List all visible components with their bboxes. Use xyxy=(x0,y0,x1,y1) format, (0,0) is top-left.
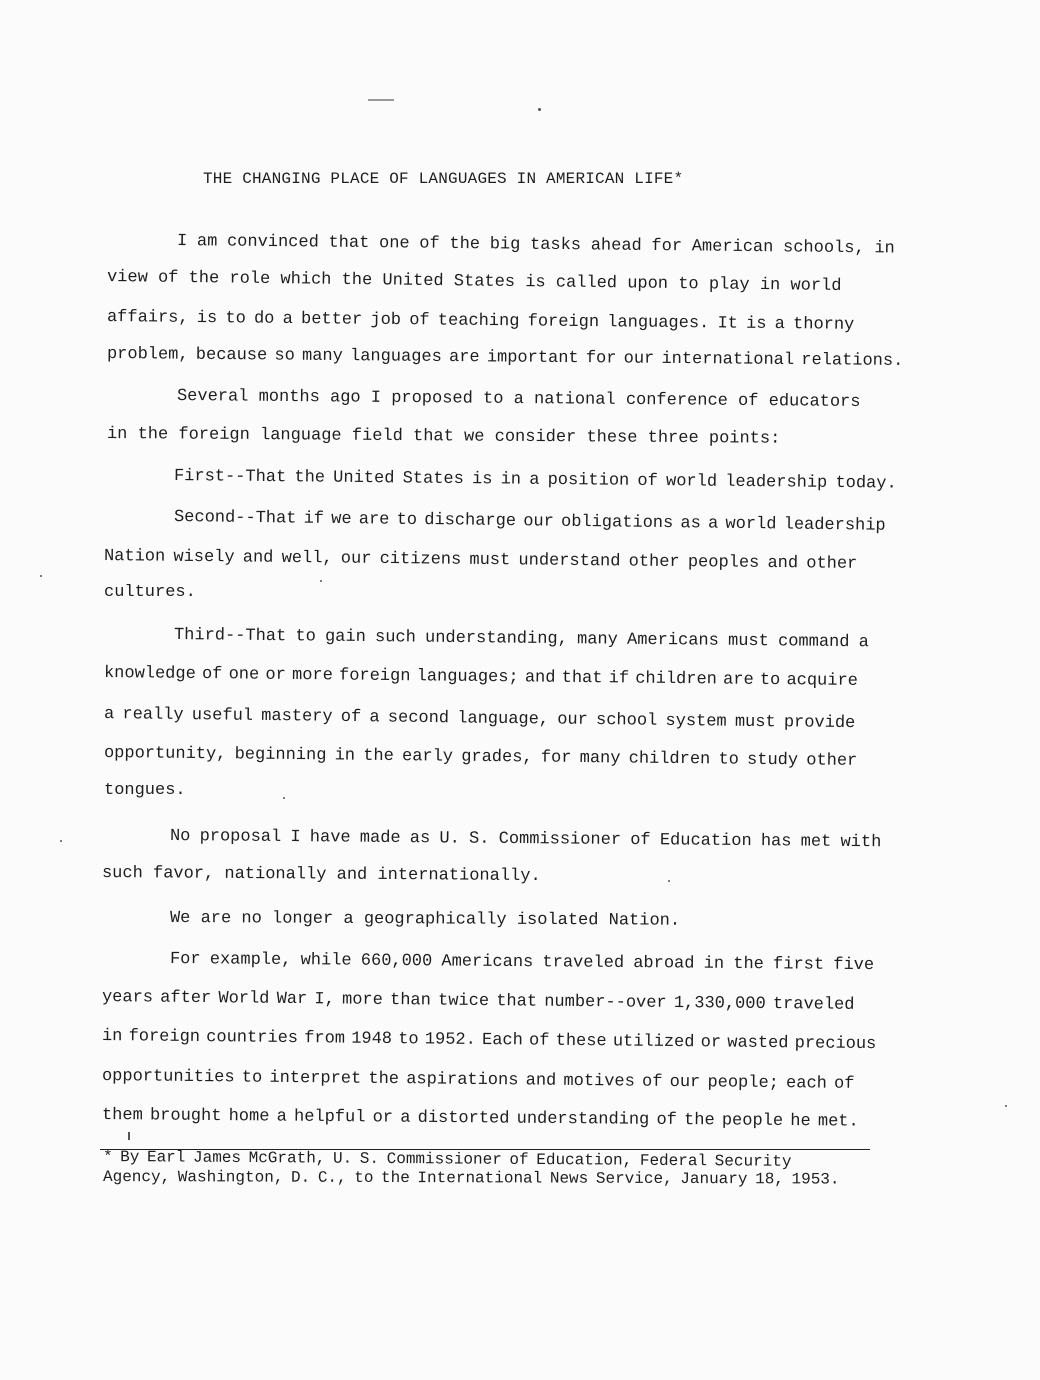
scan-speck xyxy=(1005,1105,1007,1107)
text-line: such favor, nationally and internationally. xyxy=(101,864,541,887)
text-line: years after World War I, more than twice that number--over 1,330,000 traveled xyxy=(101,988,855,1015)
scan-speck xyxy=(128,1132,130,1140)
text-line: Nation wisely and well, our citizens must understand other peoples and other xyxy=(103,547,858,574)
scan-speck xyxy=(538,108,541,111)
text-line: cultures. xyxy=(104,583,196,602)
text-line: We are no longer a geographically isolated Nation. xyxy=(169,909,681,931)
text-line: Several months ago I proposed to a national conference of educators xyxy=(176,387,861,412)
text-line: affairs, is to do a better job of teaching foreign languages. It is a thorny xyxy=(106,308,855,335)
scan-speck xyxy=(668,880,670,882)
text-line: For example, while 660,000 Americans traveled abroad in the first five xyxy=(169,950,875,976)
footnote-line: * By Earl James McGrath, U. S. Commissioner of Education, Federal Security xyxy=(102,1148,792,1171)
text-line: in the foreign language field that we consider these three points: xyxy=(106,425,781,449)
text-line: a really useful mastery of a second language, our school system must provide xyxy=(103,705,856,734)
text-line: them brought home a helpful or a distorted understanding of the people he met. xyxy=(101,1106,859,1132)
text-line: tongues. xyxy=(104,781,186,800)
text-line: I am convinced that one of the big tasks ahead for American schools, in xyxy=(176,232,895,259)
text-line: opportunities to interpret the aspirations and motives of our people; each of xyxy=(101,1067,855,1094)
text-line: in foreign countries from 1948 to 1952. Each of these utilized or wasted precious xyxy=(101,1027,877,1055)
text-line: No proposal I have made as U. S. Commissioner of Education has met with xyxy=(169,827,882,853)
scan-speck xyxy=(40,575,42,577)
document-title: THE CHANGING PLACE OF LANGUAGES IN AMERICAN LIFE* xyxy=(203,170,684,188)
text-line: problem, because so many languages are important for our international relations. xyxy=(106,345,904,371)
text-line: opportunity, beginning in the early grades, for many children to study other xyxy=(103,744,858,771)
text-line: knowledge of one or more foreign languages; and that if children are to acquire xyxy=(103,664,859,691)
text-line: First--That the United States is in a position of world leadership today. xyxy=(173,467,897,494)
text-line: Second--That if we are to discharge our obligations as a world leadership xyxy=(173,508,886,536)
footnote-line: Agency, Washington, D. C., to the International News Service, January 18, 1953. xyxy=(102,1168,840,1189)
scan-speck xyxy=(320,580,322,582)
text-line: Third--That to gain such understanding, many Americans must command a xyxy=(173,626,869,653)
scan-speck xyxy=(60,840,62,842)
scan-speck xyxy=(283,797,285,799)
text-line: view of the role which the United States is called upon to play in world xyxy=(106,268,842,296)
scan-speck xyxy=(368,99,394,101)
